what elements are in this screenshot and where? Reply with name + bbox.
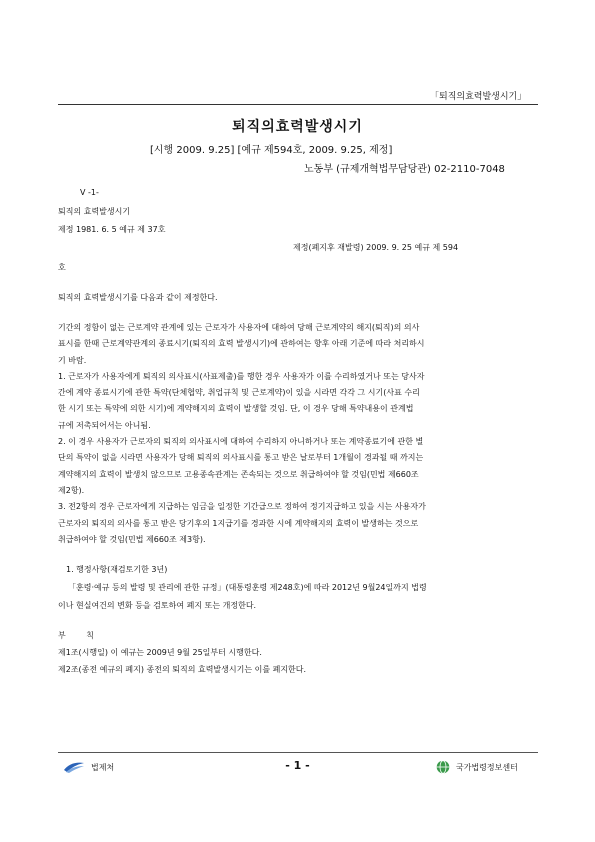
footer-left-label: 법제처 bbox=[91, 762, 115, 772]
text-line: 제2항). bbox=[58, 485, 85, 495]
enforcement-meta: [시행 2009. 9.25] [예규 제594호, 2009. 9.25, 제정] bbox=[150, 145, 393, 156]
text-line: 1. 근로자가 사용자에게 퇴직의 의사표시(사표제출)를 행한 경우 사용자가 이를 수리하였거나 또는 당사자 bbox=[58, 371, 425, 381]
annex-title: 부 칙 bbox=[58, 631, 94, 640]
header-rule bbox=[58, 104, 538, 105]
globe-icon bbox=[436, 760, 450, 774]
text-line: 기간의 정함이 없는 근로계약 관계에 있는 근로자가 사용자에 대하여 당해 근로계약의 해지(퇴직)의 의사 bbox=[58, 323, 420, 332]
enactment-1: 제정 1981. 6. 5 예규 제 37호 bbox=[58, 225, 166, 234]
section-line: 「훈령·예규 등의 발령 및 관리에 관한 규정」(대통령훈령 제248호)에 따라 2012년 9월24일까지 법령 bbox=[68, 583, 427, 592]
enactment-2: 제정(폐지후 재발령) 2009. 9. 25 예규 제 594 bbox=[293, 243, 459, 252]
section-roman: Ⅴ -1- bbox=[80, 188, 99, 197]
text-line: 계약해지의 효력이 발생치 않으므로 고용종속관계는 존속되는 것으로 취급하여야 할 것임(민법 제660조 bbox=[58, 469, 419, 479]
text-line: 단의 특약이 없을 시라면 사용자가 당해 퇴직의 의사표시를 통고 받은 날로부터 1개월이 경과될 때 까지는 bbox=[58, 453, 424, 463]
intro-text: 퇴직의 효력발생시기를 다음과 같이 제정한다. bbox=[58, 293, 218, 302]
page-title: 퇴직의효력발생시기 bbox=[232, 119, 363, 135]
footer-right bbox=[436, 760, 518, 774]
footer-right-label: 국가법령정보센터 bbox=[456, 762, 518, 772]
page-number: - 1 - bbox=[285, 759, 310, 772]
text-line: 근로자의 퇴직의 의사를 통고 받은 당기후의 1지급기를 경과한 시에 계약해지의 효력이 발생하는 것으로 bbox=[58, 518, 419, 528]
text-line: 간에 계약 종료시기에 관한 특약(단체협약, 취업규칙 및 근로계약)이 있을 시라면 각각 그 시기(사표 수리 bbox=[58, 388, 420, 398]
text-line: 규에 저촉되어서는 아니됨. bbox=[58, 420, 151, 430]
annex-line: 제2조(종전 예규의 폐지) 종전의 퇴직의 효력발생시기는 이를 폐지한다. bbox=[58, 665, 307, 674]
section-heading: 1. 행정사항(재검토기한 3년) bbox=[66, 565, 168, 574]
section-line: 이나 현실여건의 변화 등을 검토하여 폐지 또는 개정한다. bbox=[58, 601, 257, 610]
ministry-contact: 노동부 (규제개혁법무담당관) 02-2110-7048 bbox=[304, 164, 505, 175]
text-line: 표시를 한때 근로계약관계의 종료시기(퇴직의 효력 발생시기)에 관하여는 향후 아래 기준에 따라 처리하시 bbox=[58, 339, 425, 349]
enactment-2-cont: 호 bbox=[58, 263, 66, 272]
header-tag: 「퇴직의효력발생시기」 bbox=[430, 92, 527, 102]
annex-line: 제1조(시행일) 이 예규는 2009년 9월 25일부터 시행한다. bbox=[58, 648, 262, 657]
text-line: 한 시기 또는 특약에 의한 시기)에 계약해지의 효력이 발생할 것임. 단, 이 경우 당해 특약내용이 관계법 bbox=[58, 404, 414, 414]
text-line: 2. 이 경우 사용자가 근로자의 퇴직의 의사표시에 대하여 수리하지 아니하거나 또는 계약종료기에 관한 별 bbox=[58, 437, 424, 447]
text-line: 기 바람. bbox=[58, 355, 87, 365]
text-line: 취급하여야 할 것임(민법 제660조 제3항). bbox=[58, 534, 206, 544]
main-text bbox=[58, 320, 542, 548]
footer-rule bbox=[58, 752, 538, 753]
doc-name: 퇴직의 효력발생시기 bbox=[58, 207, 131, 216]
text-line: 3. 전2항의 경우 근로자에게 지급하는 임금을 일정한 기간급으로 정하여 정기지급하고 있을 시는 사용자가 bbox=[58, 502, 426, 512]
